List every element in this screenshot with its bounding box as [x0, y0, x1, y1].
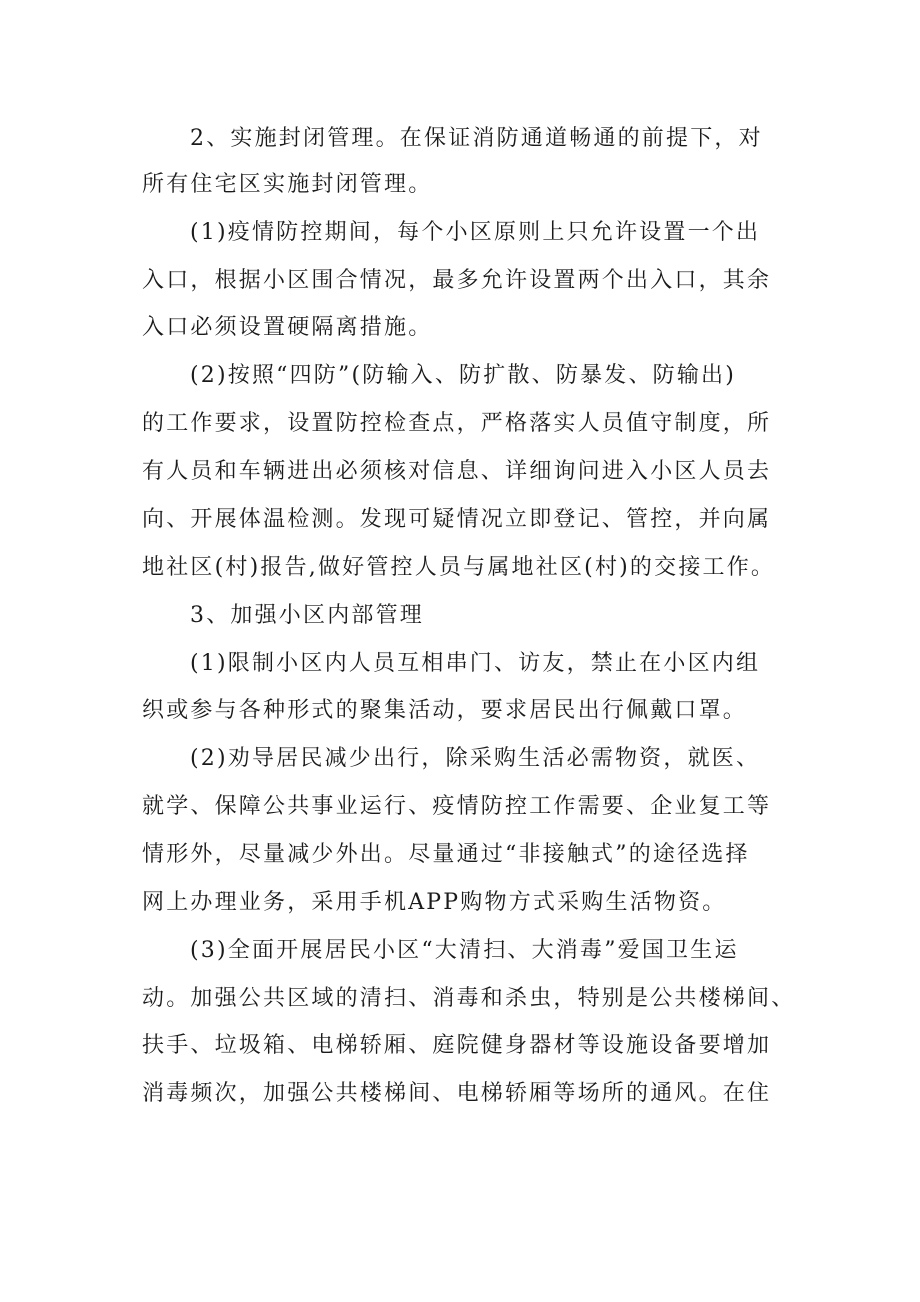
text-line: 动。加强公共区域的清扫、消毒和杀虫，特别是公共楼梯间、	[142, 986, 796, 1011]
text-line: (1)疫情防控期间，每个小区原则上只允许设置一个出	[190, 220, 761, 245]
text-line: 有人员和车辆进出必须核对信息、详细询问进入小区人员去	[142, 459, 772, 484]
text-line: 网上办理业务，采用手机APP购物方式采购生活物资。	[142, 890, 727, 915]
text-line: 入口，根据小区围合情况，最多允许设置两个出入口，其余	[142, 268, 772, 293]
text-line: 2、实施封闭管理。在保证消防通道畅通的前提下，对	[190, 126, 763, 151]
section-heading: 3、加强小区内部管理	[190, 603, 424, 628]
text-line: 入口必须设置硬隔离措施。	[142, 315, 433, 340]
text-line: 所有住宅区实施封闭管理。	[142, 172, 433, 197]
text-line: (2)按照“四防”(防输入、防扩散、防暴发、防输出)	[190, 363, 737, 388]
text-line: 向、开展体温检测。发现可疑情况立即登记、管控，并向属	[142, 507, 772, 532]
text-line: 消毒频次，加强公共楼梯间、电梯轿厢等场所的通风。在住	[142, 1081, 772, 1106]
text-line: (3)全面开展居民小区“大清扫、大消毒”爱国卫生运	[190, 938, 739, 963]
text-line: 扶手、垃圾箱、电梯轿厢、庭院健身器材等设施设备要增加	[142, 1033, 772, 1058]
text-line: (2)劝导居民减少出行，除采购生活必需物资，就医、	[190, 746, 761, 771]
text-line: 的工作要求，设置防控检查点，严格落实人员值守制度，所	[142, 411, 772, 436]
text-line: 就学、保障公共事业运行、疫情防控工作需要、企业复工等	[142, 794, 772, 819]
text-line: 情形外，尽量减少外出。尽量通过“非接触式”的途径选择	[142, 842, 750, 867]
text-line: 织或参与各种形式的聚集活动，要求居民出行佩戴口罩。	[142, 698, 748, 723]
text-line: 地社区(村)报告,做好管控人员与属地社区(村)的交接工作。	[142, 555, 776, 580]
text-line: (1)限制小区内人员互相串门、访友，禁止在小区内组	[190, 651, 761, 676]
